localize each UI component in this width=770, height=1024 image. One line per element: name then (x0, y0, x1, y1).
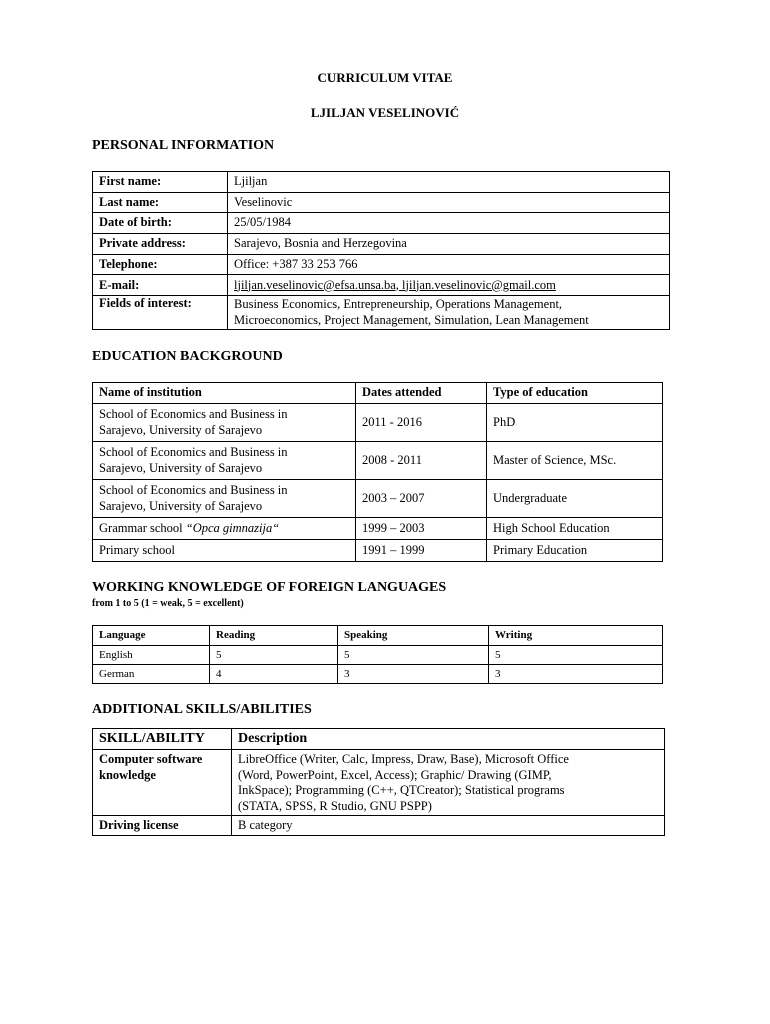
table-row (93, 816, 665, 836)
institution-name-prefix: Grammar school (99, 520, 186, 535)
speaking-cell: 5 (338, 646, 489, 665)
language-cell: German (93, 665, 210, 684)
dates-cell: 1991 – 1999 (356, 540, 487, 562)
skills-heading: ADDITIONAL SKILLS/ABILITIES (92, 702, 312, 717)
personal-info-heading: PERSONAL INFORMATION (92, 138, 275, 153)
skill-line-2: knowledge (99, 767, 156, 782)
date-of-birth-value: 25/05/1984 (228, 213, 670, 234)
table-header-row (93, 729, 665, 750)
institution-cell (93, 404, 356, 442)
languages-heading: WORKING KNOWLEDGE OF FOREIGN LANGUAGES (92, 580, 447, 595)
address-value: Sarajevo, Bosnia and Herzegovina (228, 234, 670, 255)
table-row (93, 665, 663, 684)
table-row (93, 192, 670, 213)
institution-line-2: Sarajevo, University of Sarajevo (99, 498, 263, 513)
dates-cell: 1999 – 2003 (356, 518, 487, 540)
institution-cell: Primary school (93, 540, 356, 562)
speaking-cell: 3 (338, 665, 489, 684)
table-row (93, 404, 663, 442)
institution-line-2: Sarajevo, University of Sarajevo (99, 422, 263, 437)
table-row (93, 442, 663, 480)
description-line: LibreOffice (Writer, Calc, Impress, Draw, Base), Microsoft Office (238, 752, 569, 766)
table-row (93, 540, 663, 562)
table-row (93, 172, 670, 193)
skill-cell (93, 750, 232, 816)
col-header-dates: Dates attended (356, 383, 487, 404)
table-header-row (93, 626, 663, 646)
writing-cell: 3 (489, 665, 663, 684)
table-row (93, 750, 665, 816)
dates-cell: 2008 - 2011 (356, 442, 487, 480)
description-line: (Word, PowerPoint, Excel, Access); Graphic/ Drawing (GIMP, (238, 767, 552, 782)
col-header-writing: Writing (489, 626, 663, 646)
table-row (93, 234, 670, 255)
fields-line-1: Business Economics, Entrepreneurship, Operations Management, (234, 297, 563, 312)
table-row (93, 480, 663, 518)
education-table (92, 382, 663, 562)
type-cell: PhD (487, 404, 663, 442)
telephone-value: Office: +387 33 253 766 (228, 254, 670, 275)
institution-line-1: School of Economics and Business in (99, 407, 288, 421)
col-header-skill: SKILL/ABILITY (93, 729, 232, 750)
dates-cell: 2003 – 2007 (356, 480, 487, 518)
institution-line-1: School of Economics and Business in (99, 445, 288, 459)
col-header-institution: Name of institution (93, 383, 356, 404)
fields-line-2: Microeconomics, Project Management, Simulation, Lean Management (234, 312, 589, 327)
date-of-birth-label: Date of birth: (93, 213, 228, 234)
reading-cell: 5 (210, 646, 338, 665)
fields-of-interest-label: Fields of interest: (93, 296, 228, 330)
description-line: (STATA, SPSS, R Studio, GNU PSPP) (238, 798, 432, 813)
institution-cell (93, 480, 356, 518)
col-header-reading: Reading (210, 626, 338, 646)
person-name: LJILJAN VESELINOVIĆ (310, 105, 460, 120)
col-header-description: Description (232, 729, 665, 750)
col-header-language: Language (93, 626, 210, 646)
languages-table (92, 625, 663, 684)
table-row (93, 213, 670, 234)
email-value[interactable] (228, 275, 670, 296)
fields-of-interest-value (228, 296, 670, 330)
languages-scale-note: from 1 to 5 (1 = weak, 5 = excellent) (92, 598, 244, 609)
address-label: Private address: (93, 234, 228, 255)
table-header-row (93, 383, 663, 404)
last-name-label: Last name: (93, 192, 228, 213)
table-row (93, 296, 670, 330)
skill-cell: Driving license (93, 816, 232, 836)
institution-cell (93, 518, 356, 540)
institution-line-1: School of Economics and Business in (99, 483, 288, 497)
personal-info-table (92, 171, 670, 330)
education-heading: EDUCATION BACKGROUND (92, 349, 283, 364)
skill-line-1: Computer software (99, 752, 203, 766)
reading-cell: 4 (210, 665, 338, 684)
email-label: E-mail: (93, 275, 228, 296)
cv-title: CURRICULUM VITAE (317, 70, 453, 85)
first-name-label: First name: (93, 172, 228, 193)
type-cell: Master of Science, MSc. (487, 442, 663, 480)
table-row (93, 254, 670, 275)
table-row (93, 275, 670, 296)
description-line: InkSpace); Programming (C++, QTCreator); Statistical programs (238, 783, 565, 797)
skills-table (92, 728, 665, 836)
type-cell: Primary Education (487, 540, 663, 562)
dates-cell: 2011 - 2016 (356, 404, 487, 442)
email-link[interactable]: ljiljan.veselinovic@efsa.unsa.ba, ljiljan.veselinovic@gmail.com (234, 277, 556, 292)
type-cell: Undergraduate (487, 480, 663, 518)
institution-name-italic: “Opca gimnazija“ (185, 520, 280, 535)
writing-cell: 5 (489, 646, 663, 665)
institution-cell (93, 442, 356, 480)
first-name-value: Ljiljan (228, 172, 670, 193)
col-header-type: Type of education (487, 383, 663, 404)
telephone-label: Telephone: (93, 254, 228, 275)
language-cell: English (93, 646, 210, 665)
table-row (93, 646, 663, 665)
institution-line-2: Sarajevo, University of Sarajevo (99, 460, 263, 475)
last-name-value: Veselinovic (228, 192, 670, 213)
table-row (93, 518, 663, 540)
col-header-speaking: Speaking (338, 626, 489, 646)
description-cell (232, 750, 665, 816)
type-cell: High School Education (487, 518, 663, 540)
description-cell: B category (232, 816, 665, 836)
